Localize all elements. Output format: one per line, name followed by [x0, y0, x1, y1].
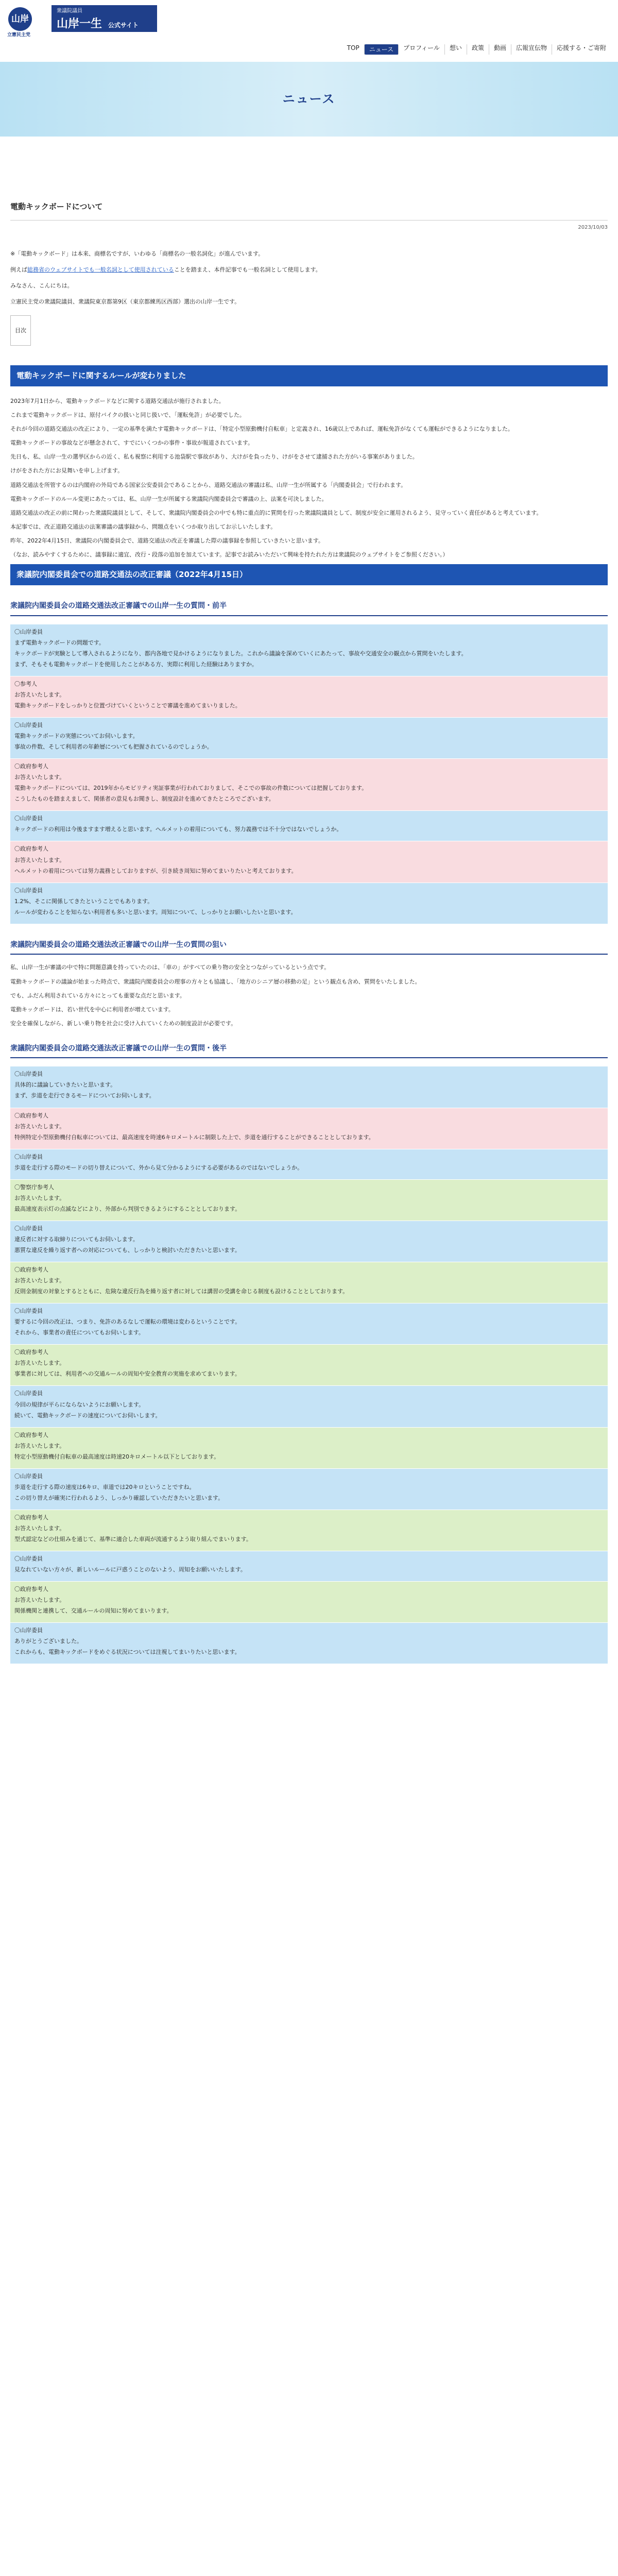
qa-line: お答えいたします。	[14, 1442, 65, 1449]
speaker-label: 〇政府参考人	[14, 1349, 48, 1356]
qa-line: 悪質な違反を繰り返す者への対応についても、しっかりと検討いただきたいと思います。	[14, 1246, 241, 1253]
qa-block	[10, 1510, 608, 1551]
qa-line: ヘルメットの着用については努力義務としておりますが、引き続き周知に努めてまいりたいと考えております。	[14, 867, 297, 874]
qa-block	[10, 1149, 608, 1180]
qa-line: お答えいたします。	[14, 774, 65, 781]
speaker-label: 〇警察庁参考人	[14, 1183, 54, 1191]
speaker-label: 〇山岸委員	[14, 1071, 43, 1078]
body-paragraph: 電動キックボードは、若い世代を中心に利用者が増えています。	[10, 1006, 174, 1013]
qa-line: まず、歩道を走行できるモードについてお伺いします。	[14, 1092, 155, 1099]
qa-block	[10, 759, 608, 811]
intro-greeting: みなさん、こんにちは。	[10, 282, 73, 289]
qa-line: 電動キックボードの実態についてお伺いします。	[14, 733, 139, 740]
body-paragraph: 電動キックボードのルール変更にあたっては、私、山岸一生が所属する衆議院内閣委員会で審議の上、法案を可決しました。	[10, 495, 328, 502]
article-sections	[10, 365, 608, 1664]
body-paragraph: 電動キックボードの事故などが懸念されて、すでにいくつかの事件・事故が報道されています。	[10, 439, 254, 447]
speaker-label: 〇山岸委員	[14, 1153, 43, 1160]
qa-line: 反則金制度の対象とするとともに、危険な違反行為を繰り返す者に対しては講習の受講を命じる制度も設けることとしております。	[14, 1288, 349, 1295]
qa-block	[10, 1066, 608, 1108]
politician-name: 山岸一生	[57, 17, 102, 30]
qa-line: お答えいたします。	[14, 1194, 65, 1201]
qa-block	[10, 1582, 608, 1623]
qa-line: キックボードが実験として導入されるようになり、都内各地で見かけるようになりました。これから議論を深めていくにあたって、事故や交通安全の観点から質問をいたします。	[14, 650, 467, 657]
qa-block	[10, 624, 608, 676]
qa-block	[10, 1180, 608, 1221]
qa-line: お答えいたします。	[14, 1123, 65, 1130]
qa-line: これからも、電動キックボードをめぐる状況については注視してまいりたいと思います。	[14, 1649, 241, 1656]
post-title: 電動キックボードについて	[10, 201, 608, 221]
nav-item[interactable]: 応援する・ご寄附	[556, 44, 606, 52]
qa-block	[10, 841, 608, 883]
qa-block	[10, 1469, 608, 1510]
section-heading: 衆議院内閣委員会での道路交通法の改正審議（2022年4月15日）	[10, 564, 608, 585]
subsection-heading: 衆議院内閣委員会の道路交通法改正審議での山岸一生の質問の狙い	[10, 940, 608, 955]
logo-mark[interactable]: 山岸	[8, 7, 32, 31]
soumu-link[interactable]: 総務省のウェブサイトでも一般名詞として使用されている	[27, 266, 174, 273]
qa-line: ルールが変わることを知らない利用者も多いと思います。周知について、しっかりとお願いしたいと思います。	[14, 908, 297, 916]
body-paragraph: でも、ふだん利用されている方々にとっても重要な点だと思います。	[10, 992, 185, 999]
speaker-label: 〇山岸委員	[14, 722, 43, 729]
qa-line: 最高速度表示灯の点滅などにより、外部から判別できるようにすることとしております。	[14, 1205, 241, 1212]
qa-block	[10, 1303, 608, 1345]
qa-line: 見なれていない方々が、新しいルールに戸惑うことのないよう、周知をお願いいたします。	[14, 1566, 246, 1573]
post-date: 2023/10/03	[578, 225, 608, 231]
speaker-label: 〇政府参考人	[14, 1514, 48, 1521]
nav-item[interactable]: 想い	[445, 44, 467, 55]
subsection-heading: 衆議院内閣委員会の道路交通法改正審議での山岸一生の質問・前半	[10, 601, 608, 616]
body-paragraph: これまで電動キックボードは、原付バイクの扱いと同じ扱いで、「運転免許」が必要でした。	[10, 412, 245, 419]
nav-item[interactable]: 動画	[489, 44, 511, 55]
section-heading: 電動キックボードに関するルールが変わりました	[10, 365, 608, 386]
nav-item[interactable]: TOP	[342, 44, 365, 55]
qa-line: 1.2%、そこに関係してきたということでもあります。	[14, 897, 153, 905]
body-paragraph: けがをされた方にお見舞いを申し上げます。	[10, 467, 124, 474]
speaker-label: 〇政府参考人	[14, 1112, 48, 1119]
speaker-label: 〇政府参考人	[14, 1586, 48, 1593]
qa-line: この切り替えが確実に行われるよう、しっかり確認していただきたいと思います。	[14, 1494, 224, 1501]
subsection-heading: 衆議院内閣委員会の道路交通法改正審議での山岸一生の質問・後半	[10, 1043, 608, 1059]
qa-line: 事業者に対しては、利用者への交通ルールの周知や安全教育の実施を求めてまいります。	[14, 1370, 241, 1378]
speaker-label: 〇山岸委員	[14, 1627, 43, 1634]
speaker-label: 〇山岸委員	[14, 815, 43, 822]
qa-line: 違反者に対する取締りについてもお伺いします。	[14, 1235, 139, 1243]
body-paragraph: 道路交通法の改正の前に関わった衆議院議員として、そして、衆議院内閣委員会の中でも特に重点的に質問を行った衆議院議員として、制度が安全に運用されるよう、見守っていく責任があると考えています。	[10, 509, 542, 516]
speaker-label: 〇政府参考人	[14, 1266, 48, 1274]
page-hero	[0, 62, 618, 137]
qa-line: 特定小型原動機付自転車の最高速度は時速20キロメートル以下としております。	[14, 1453, 220, 1460]
speaker-label: 〇政府参考人	[14, 1431, 48, 1438]
qa-line: お答えいたします。	[14, 691, 65, 698]
qa-line: 電動キックボードについては、2019年からモビリティ実証事業が行われておりまして、そこでの事故の件数については把握しております。	[14, 785, 368, 792]
qa-block	[10, 1623, 608, 1664]
body-paragraph: （なお、読みやすくするために、議事録に適宜、改行・段落の追加を加えています。記事でお読みいただいて興味を持たれた方は衆議院のウェブサイトをご参照ください。）	[10, 551, 449, 558]
qa-line: 事故の件数、そして利用者の年齢層についても把握されているのでしょうか。	[14, 743, 213, 751]
speaker-label: 〇山岸委員	[14, 1225, 43, 1232]
qa-line: お答えいたします。	[14, 856, 65, 863]
body-paragraph: 電動キックボードの議論が始まった時点で、衆議院内閣委員会の理事の方々とも協議し、「地方のシニア層の移動の足」という観点も含め、質問をいたしました。	[10, 978, 421, 985]
body-paragraph: それが今回の道路交通法の改正により、一定の基準を満たす電動キックボードは、「特定小型原動機付自転車」と定義され、16歳以上であれば、運転免許がなくても運転ができるようになりました。	[10, 426, 513, 433]
body-paragraph: 本記事では、改正道路交通法の法案審議の議事録から、問題点をいくつか取り出してお示しいたします。	[10, 523, 277, 530]
party-label: 衆議院議員	[57, 8, 82, 14]
nav-item[interactable]: プロフィール	[399, 44, 445, 55]
qa-line: お答えいたします。	[14, 1597, 65, 1604]
body-paragraph: 安全を確保しながら、新しい乗り物を社会に受け入れていくための制度設計が必要です。	[10, 1020, 237, 1027]
site-header	[0, 0, 618, 41]
speaker-label: 〇山岸委員	[14, 887, 43, 894]
qa-line: それから、事業者の責任についてもお伺いします。	[14, 1329, 144, 1336]
qa-line: まず電動キックボードの問題です。	[14, 639, 105, 646]
qa-line: 歩道を走行する際の速度は6キロ、車道では20キロということですね。	[14, 1483, 195, 1490]
qa-line: 関係機関と連携して、交通ルールの周知に努めてまいります。	[14, 1607, 173, 1615]
nav-item[interactable]: 政策	[467, 44, 489, 55]
body-paragraph: 昨年、2022年4月15日、衆議院の内閣委員会で、道路交通法の改正を審議した際の議事録を参照していきたいと思います。	[10, 537, 324, 544]
qa-line: まず、そもそも電動キックボードを使用したことがある方、実際に利用した経験はありますか。	[14, 660, 258, 668]
qa-block	[10, 811, 608, 841]
speaker-label: 〇参考人	[14, 680, 37, 687]
body-paragraph: 私、山岸一生が審議の中で特に問題意識を持っていたのは、「車の」がすべての乗り物の安全とつながっているという点です。	[10, 964, 330, 971]
intro-self: 立憲民主党の衆議院議員、衆議院東京都第9区（東京都練馬区西部）選出の山岸一生です。	[10, 298, 241, 305]
site-logo[interactable]	[52, 5, 157, 32]
qa-line: 型式認定などの仕組みを通じて、基準に適合した車両が流通するよう取り組んでまいります。	[14, 1535, 252, 1543]
speaker-label: 〇山岸委員	[14, 1390, 43, 1397]
body-paragraph: 2023年7月1日から、電動キックボードなどに関する道路交通法が施行されました。	[10, 398, 225, 405]
qa-line: お答えいたします。	[14, 1524, 65, 1532]
body-paragraph: 道路交通法を所管するのは内閣府の外局である国家公安委員会であることから、道路交通法の審議は私、山岸一生が所属する「内閣委員会」で行われます。	[10, 481, 407, 488]
qa-block	[10, 718, 608, 759]
post-intro	[10, 249, 608, 365]
qa-block	[10, 1262, 608, 1303]
qa-line: 続いて、電動キックボードの速度についてお伺いします。	[14, 1412, 161, 1419]
qa-block	[10, 1221, 608, 1262]
main-content	[0, 201, 618, 1664]
speaker-label: 〇政府参考人	[14, 763, 48, 770]
qa-line: 要するに今回の改正は、つまり、免許のあるなしで運転の環境は変わるということです。	[14, 1318, 241, 1326]
qa-line: 電動キックボードをしっかりと位置づけていくということで審議を進めてまいりました。	[14, 702, 241, 709]
qa-line: 歩道を走行する際のモードの切り替えについて、外から見て分かるようにする必要があるのではないでしょうか。	[14, 1164, 303, 1171]
qa-line: 特例特定小型原動機付自転車については、最高速度を時速6キロメートルに制限した上で、歩道を通行することができることとしております。	[14, 1133, 374, 1141]
speaker-label: 〇山岸委員	[14, 1472, 43, 1480]
speaker-label: 〇山岸委員	[14, 1555, 43, 1563]
qa-block	[10, 1386, 608, 1427]
speaker-label: 〇山岸委員	[14, 628, 43, 635]
site-label: 公式サイト	[108, 21, 139, 29]
intro-link-paragraph: 例えば総務省のウェブサイトでも一般名詞として使用されていることを踏まえ、本件記事でも一般名詞として使用します。	[10, 266, 321, 273]
intro-note: ※「電動キックボード」は本来、商標名ですが、いわゆる「商標名の一般名詞化」が進んでいます。	[10, 250, 264, 257]
body-paragraph: 先日も、私、山岸一生の選挙区からの近く、私も視察に利用する池袋駅で事故があり、大けがを負ったり、けがをさせて逮捕された方がいる事案がありました。	[10, 453, 418, 461]
qa-block	[10, 1428, 608, 1469]
qa-line: 今回の規律が平らにならないようにお願いします。	[14, 1401, 145, 1408]
qa-block	[10, 676, 608, 718]
qa-line: ありがとうございました。	[14, 1638, 82, 1645]
qa-line: 具体的に議論していきたいと思います。	[14, 1081, 116, 1089]
qa-line: こうしたものを踏まえまして、関係者の意見もお聞きし、制度設計を進めてきたところでございます。	[14, 795, 274, 803]
qa-line: キックボードの利用は今後ますます増えると思います。ヘルメットの着用についても、努力義務では不十分ではないでしょうか。	[14, 826, 342, 833]
qa-block	[10, 1345, 608, 1386]
toc-box[interactable]: 目次	[10, 315, 31, 346]
qa-block	[10, 1551, 608, 1582]
qa-line: お答えいたします。	[14, 1360, 65, 1367]
nav-item[interactable]: 広報宣伝物	[511, 44, 552, 55]
logo-sub: 立憲民主党	[7, 32, 31, 38]
speaker-label: 〇山岸委員	[14, 1308, 43, 1315]
page-title: ニュース	[282, 91, 336, 106]
qa-line: お答えいたします。	[14, 1277, 65, 1284]
qa-block	[10, 1108, 608, 1149]
speaker-label: 〇政府参考人	[14, 845, 48, 853]
nav-item[interactable]: ニュース	[365, 44, 399, 55]
qa-block	[10, 883, 608, 924]
global-nav	[342, 44, 611, 55]
